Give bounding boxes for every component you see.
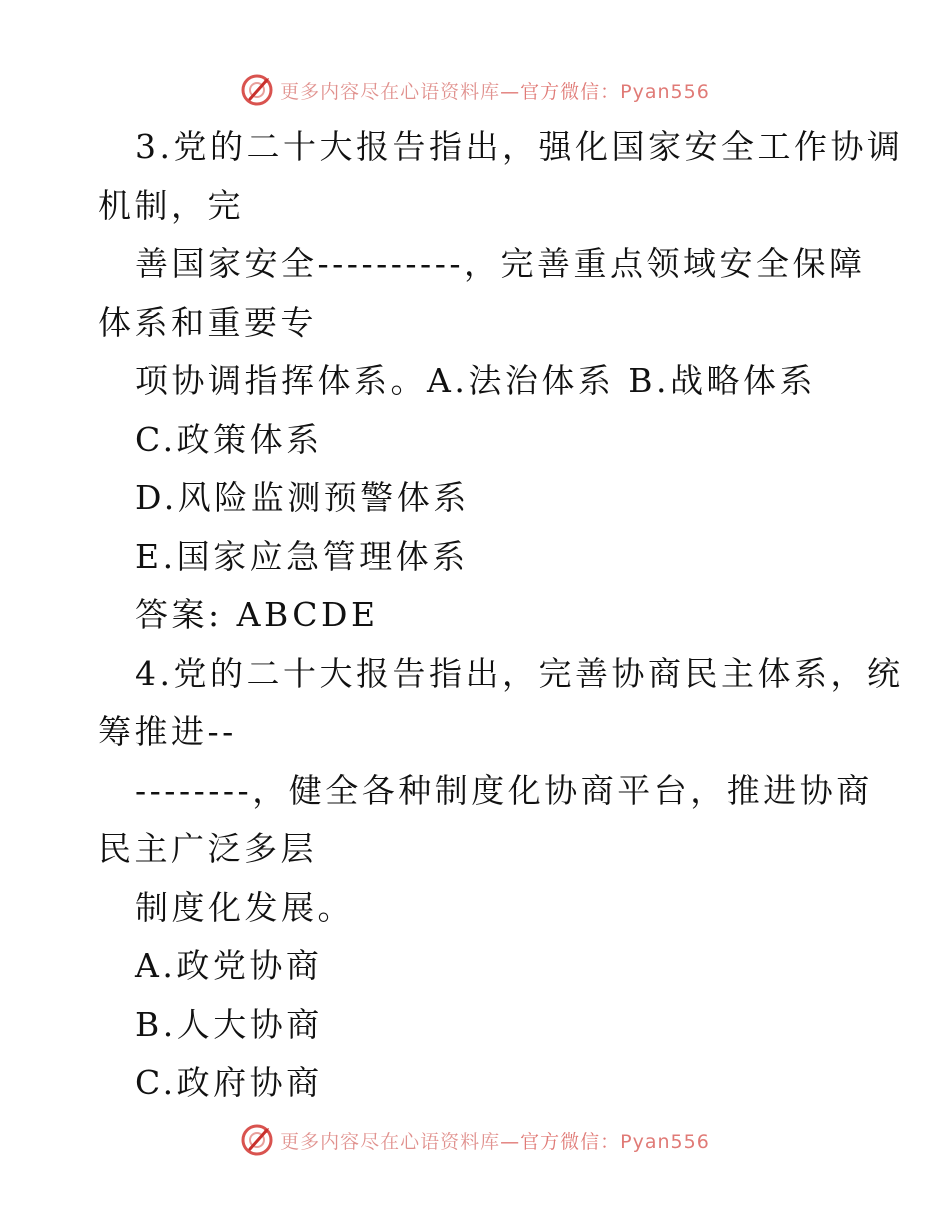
document-body	[98, 118, 904, 1113]
text-line: C.政府协商	[135, 1063, 323, 1102]
text-line: 4.党的二十大报告指出，完善协商民主体系，统	[135, 653, 904, 693]
text-line: 善国家安全----------，完善重点领域安全保障	[135, 244, 866, 283]
text-line: 体系和重要专	[98, 302, 317, 342]
brand-logo-icon	[240, 1123, 274, 1157]
watermark-wechat-text: —官方微信：Pyan556	[500, 1130, 710, 1153]
text-line: 项协调指挥体系。A.法治体系 B.战略体系	[135, 361, 817, 400]
footer-watermark	[0, 1120, 950, 1160]
text-line: 筹推进--	[98, 712, 237, 751]
text-line: C.政策体系	[135, 419, 323, 459]
watermark-wechat-text: —官方微信：Pyan556	[500, 80, 710, 103]
watermark-site-text: 更多内容尽在心语资料库	[280, 1130, 501, 1153]
text-line: 答案: ABCDE	[135, 595, 379, 634]
text-line: E.国家应急管理体系	[135, 536, 469, 576]
watermark-text	[280, 77, 710, 104]
text-line: A.政党协商	[135, 946, 323, 985]
text-line: 3.党的二十大报告指出，强化国家安全工作协调	[135, 127, 904, 166]
text-line: D.风险监测预警体系	[135, 478, 470, 517]
text-line: 机制，完	[98, 185, 244, 225]
text-line: --------，健全各种制度化协商平台，推进协商	[135, 770, 873, 810]
header-watermark	[0, 70, 950, 110]
watermark-text	[280, 1127, 710, 1154]
text-line: B.人大协商	[135, 1004, 323, 1044]
text-line: 制度化发展。	[135, 887, 354, 927]
brand-logo-icon	[240, 73, 274, 107]
text-line: 民主广泛多层	[98, 829, 317, 868]
watermark-site-text: 更多内容尽在心语资料库	[280, 80, 501, 103]
